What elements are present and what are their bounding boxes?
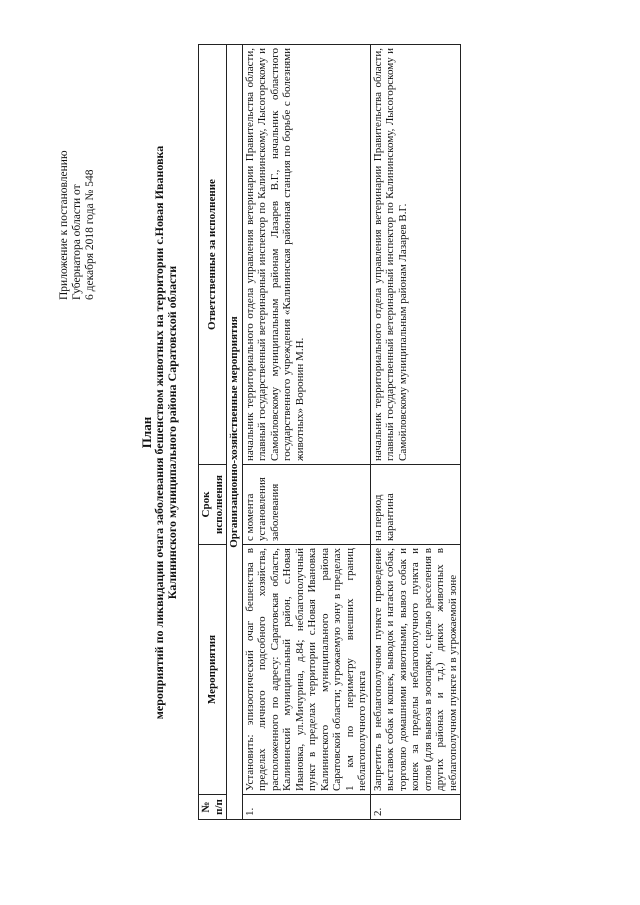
title-line-1: мероприятий по ликвидации очага заболевания бешенством животных на территории с.Новая Ивановка [152,145,166,720]
table-row [370,45,461,820]
title-main: План [139,416,154,449]
table-header-row [199,45,227,820]
approval-line-1: Приложение к постановлению [58,150,70,300]
section-row [227,45,243,820]
approval-block [58,50,97,300]
document-title [140,45,179,820]
approval-line-2: Губернатора области от [71,184,83,300]
header-num: № п/п [199,795,227,820]
header-measures: Мероприятия [199,545,227,795]
table-row [242,45,370,820]
section-title: Организационно-хозяйственные мероприятия [227,45,243,820]
rotated-content [50,45,610,820]
title-line-2: Калининского муниципального района Саратовской области [165,265,179,600]
row-term: с момента установления заболевания [242,465,370,545]
header-responsible: Ответственные за исполнение [199,45,227,465]
approval-line-3: 6 декабря 2018 года № 548 [84,169,96,300]
row-num: 2. [370,795,461,820]
plan-table [198,44,461,820]
header-term: Срок исполнения [199,465,227,545]
row-measures: Установить: эпизоотический очаг бешенства в пределах личного подсобного хозяйства, расположенного по адресу: Саратовская область, Калининский муниципальный район, с.Новая Ивановка, ул.Мичурина, д.84; неблагополучный пункт в пределах территории с.Новая Ивановка Калининского муниципального района Саратовской области; угрожаемую зону в пределах 1 км по периметру внешних границ неблагополучного пункта [242,545,370,795]
row-term: на период карантина [370,465,461,545]
row-num: 1. [242,795,370,820]
row-responsible: начальник территориального отдела управления ветеринарии Правительства области, главный государственный ветеринарный инспектор по Калининскому, Лысогорскому и Самойловскому муниципальным районам Лазарев В.Г. [370,45,461,465]
row-responsible: начальник территориального отдела управления ветеринарии Правительства области, главный государственный ветеринарный инспектор по Калининскому, Лысогорскому и Самойловскому муниципальным районам Лазарев В.Г., начальник областного государственного учреждения «Калининская районная станция по борьбе с болезнями животных» Воронин М.Н. [242,45,370,465]
row-measures: Запретить в неблагополучном пункте проведение выставок собак и кошек, выводок и натаски собак, торговлю домашними животными, вывоз собак и кошек за пределы неблагополучного пункта и отлов (для вывоза в зоопарки, с целью расселения в других районах и т.д.) диких животных в неблагополучном пункте и в угрожаемой зоне [370,545,461,795]
